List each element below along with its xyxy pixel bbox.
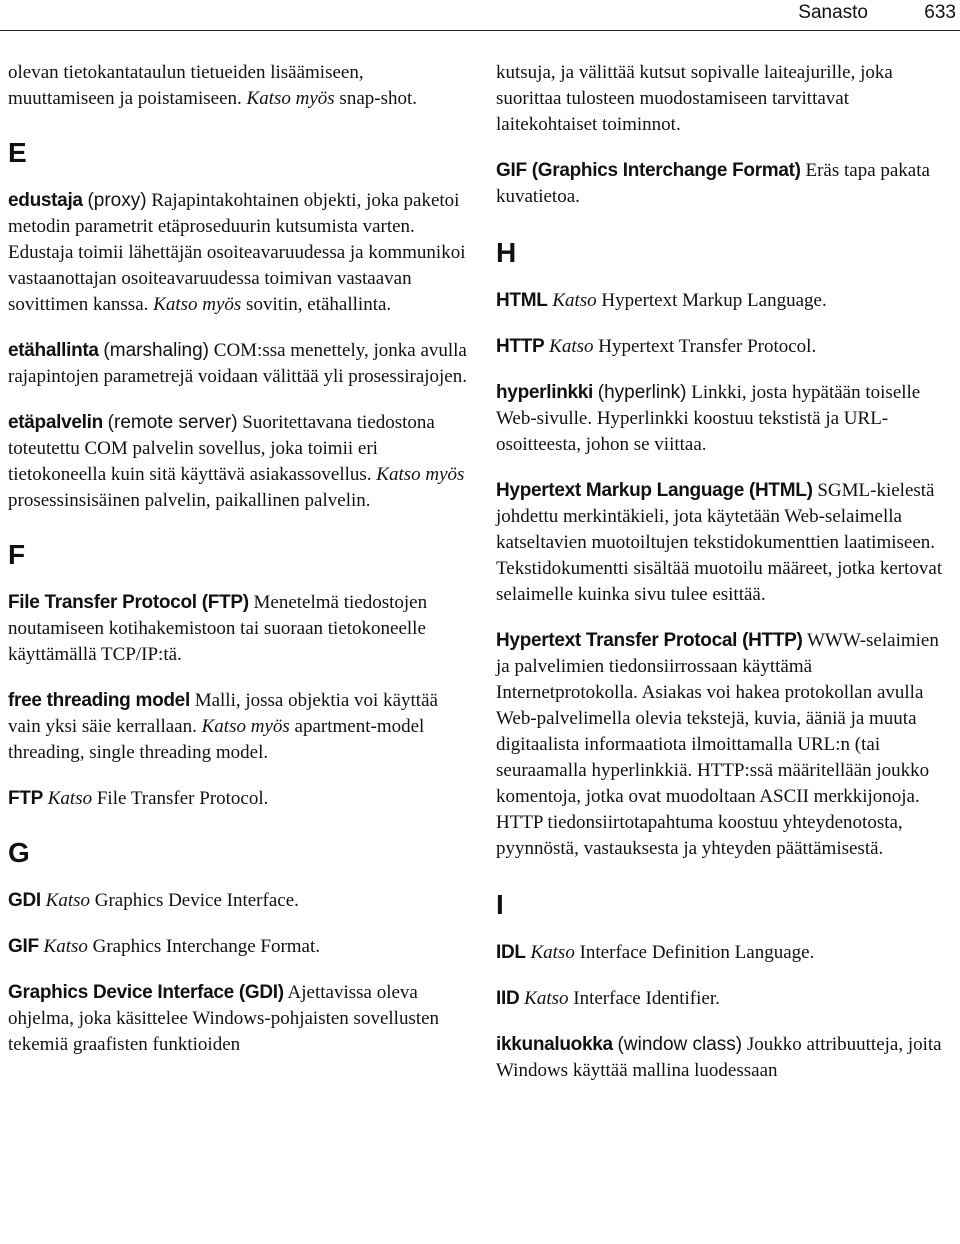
entry-gif: GIF Katso Graphics Interchange Format. [8, 936, 321, 957]
term: Hypertext Transfer Protocal (HTTP) [496, 630, 803, 651]
entry-idl: IDL Katso Interface Definition Language. [496, 942, 815, 963]
term: GIF [8, 936, 39, 957]
term: ikkunaluokka [496, 1034, 613, 1055]
section-title: Sanasto [798, 2, 868, 23]
letter-heading-e: E [8, 137, 27, 168]
entry-graphics-device-interface: Graphics Device Interface (GDI) Ajettavissa oleva ohjelma, joka käsittelee Windows-pohjaisten sovellusten tekemiä graafisten funktioiden [8, 982, 440, 1055]
entry-gdi: GDI Katso Graphics Device Interface. [8, 890, 299, 911]
term: HTML [496, 290, 548, 311]
entry-hypertext-markup-language: Hypertext Markup Language (HTML) SGML-kielestä johdettu merkintäkieli, jota käytetään Web-selaimella katseltavien muotoiltujen tekstidokumenttien laatimiseen. Tekstidokumentti sisältää muotoilu määreet, jotka kertovat selaimelle kuinka sivu tulee esittää. [496, 480, 943, 605]
left-column [8, 60, 468, 1078]
term: Graphics Device Interface (GDI) [8, 982, 284, 1003]
term: GIF (Graphics Interchange Format) [496, 160, 801, 181]
term: IDL [496, 942, 526, 963]
entry-graphics-interchange-format: GIF (Graphics Interchange Format) Eräs tapa pakata kuvatietoa. [496, 160, 930, 207]
page-header [0, 0, 960, 31]
term: Hypertext Markup Language (HTML) [496, 480, 813, 501]
term: GDI [8, 890, 41, 911]
letter-heading-g: G [8, 837, 30, 868]
term: edustaja [8, 190, 83, 211]
entry-ftp: FTP Katso File Transfer Protocol. [8, 788, 269, 809]
term: File Transfer Protocol (FTP) [8, 592, 249, 613]
entry-ikkunaluokka: ikkunaluokka (window class) Joukko attribuutteja, joita Windows käyttää mallina luodessaan [496, 1034, 942, 1081]
term: etähallinta [8, 340, 99, 361]
term: etäpalvelin [8, 412, 103, 433]
entry-etapalvelin: etäpalvelin (remote server) Suoritettavana tiedostona toteutettu COM palvelin sovellus, joka toimii eri tietokoneella kuin sitä käyttävä asiakassovellus. Katso myös prosessinsisäinen palvelin, paikallinen palvelin. [8, 412, 465, 511]
entry-hyperlinkki: hyperlinkki (hyperlink) Linkki, josta hypätään toiselle Web-sivulle. Hyperlinkki koostuu tekstistä ja URL-osoitteesta, johon se viittaa. [496, 382, 921, 455]
entry-iid: IID Katso Interface Identifier. [496, 988, 720, 1009]
term: free threading model [8, 690, 190, 711]
term: IID [496, 988, 520, 1009]
entry-hypertext-transfer-protocol: Hypertext Transfer Protocal (HTTP) WWW-selaimien ja palvelimien tiedonsiirrossaan käyttämä Internetprotokolla. Asiakas voi hakea protokollan avulla Web-palvelimella olevia tekstejä, kuvia, ääniä ja muuta digitaalista informaatiota ilmoittamalla URL:n (tai seuraamalla hyperlinkkiä. HTTP:ssä määritellään joukko komentoja, jotka ovat muodoltaan ASCII merkkijonoja. HTTP tiedonsiirtotapahtuma koostuu yhteydenotosta, pyynnöstä, vastauksesta ja yhteyden päättämisestä. [496, 630, 939, 859]
entry-file-transfer-protocol: File Transfer Protocol (FTP) Menetelmä tiedostojen noutamiseen kotihakemistoon tai suoraan tietokoneelle käyttämällä TCP/IP:tä. [8, 592, 428, 665]
entry-etahallinta: etähallinta (marshaling) COM:ssa menettely, jonka avulla rajapintojen parametrejä voidaan välittää yli prosessirajojen. [8, 340, 467, 387]
letter-heading-i: I [496, 889, 504, 920]
entry-free-threading-model: free threading model Malli, jossa objektia voi käyttää vain yksi säie kerrallaan. Katso myös apartment-model threading, single threading model. [8, 690, 438, 763]
entry-gdi-continuation: kutsuja, ja välittää kutsut sopivalle laiteajurille, joka suorittaa tulosteen muodostamiseen tarvittavat laitekohtaiset toiminnot. [496, 62, 893, 135]
letter-heading-f: F [8, 539, 26, 570]
entry-http: HTTP Katso Hypertext Transfer Protocol. [496, 336, 817, 357]
entry-html: HTML Katso Hypertext Markup Language. [496, 290, 827, 311]
entry-edustaja: edustaja (proxy) Rajapintakohtainen objekti, joka paketoi metodin parametrit etäproseduurin kutsumista varten. Edustaja toimii lähettäjän osoiteavaruudessa ja kommunikoi vastaanottajan osoiteavaruudessa toimivan vastaavan sovittimen kanssa. Katso myös sovitin, etähallinta. [8, 190, 466, 315]
term: FTP [8, 788, 43, 809]
term: HTTP [496, 336, 545, 357]
entry-intro-continuation: olevan tietokantataulun tietueiden lisäämiseen, muuttamiseen ja poistamiseen. Katso myös snap-shot. [8, 62, 417, 109]
term: hyperlinkki [496, 382, 594, 403]
letter-heading-h: H [496, 237, 517, 268]
right-column [496, 60, 950, 1104]
page-number: 633 [924, 2, 956, 23]
